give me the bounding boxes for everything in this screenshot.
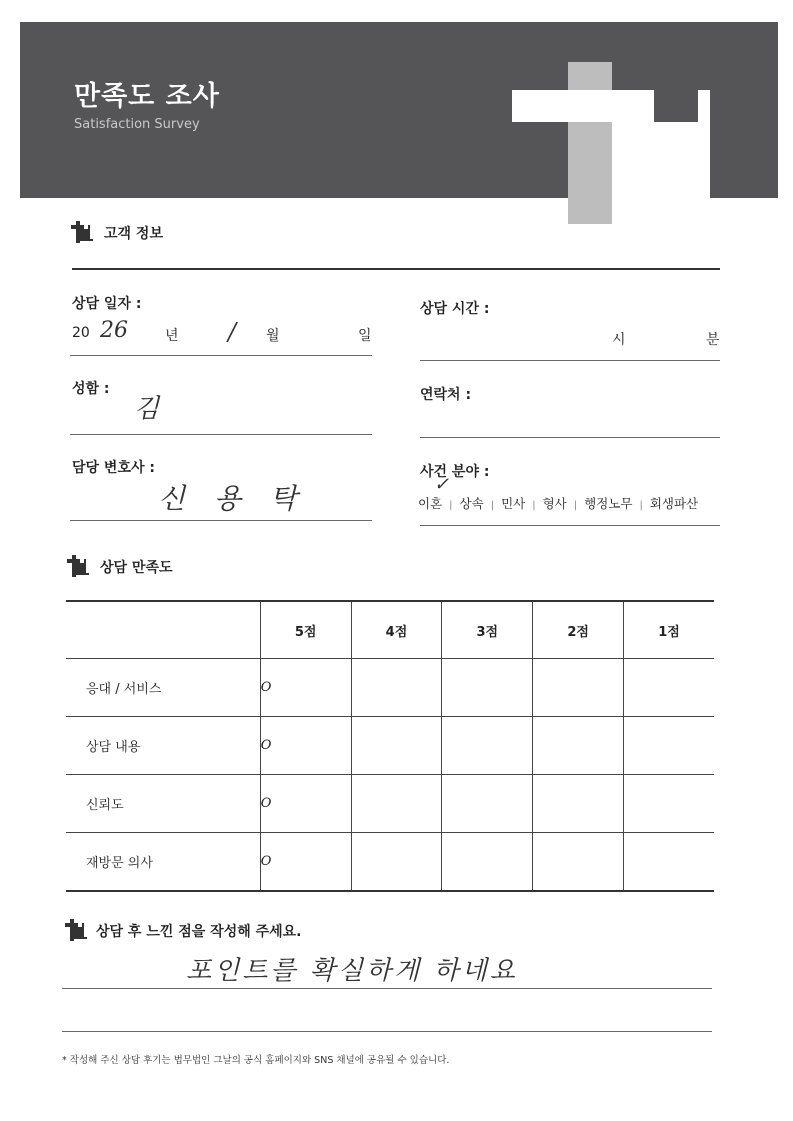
contact-label: 연락처 : [420, 387, 472, 403]
section-logo-icon [70, 220, 94, 244]
rating-cell[interactable] [533, 659, 624, 717]
col-3-points: 3점 [442, 601, 533, 659]
rating-mark[interactable]: O [260, 717, 351, 775]
month-unit: 월 [266, 328, 280, 344]
col-1-points: 1점 [624, 601, 714, 659]
name-handwritten[interactable]: 김 [134, 394, 160, 424]
time-field-line [420, 360, 720, 361]
col-2-points: 2점 [533, 601, 624, 659]
table-header-row [66, 601, 714, 659]
date-prefix: 20 [72, 325, 90, 341]
table-row [66, 659, 714, 717]
rating-cell[interactable] [624, 717, 714, 775]
table-row [66, 833, 714, 892]
page-subtitle: Satisfaction Survey [74, 117, 200, 132]
year-handwritten[interactable]: 26 [100, 318, 128, 343]
section-logo-icon [66, 554, 90, 578]
rating-mark[interactable]: O [260, 659, 351, 717]
rating-cell[interactable] [351, 717, 442, 775]
survey-header [20, 22, 778, 198]
case-option-divorce[interactable]: 이혼 [418, 496, 443, 511]
rating-cell[interactable] [533, 833, 624, 892]
case-field-label: 사건 분야 : [420, 464, 490, 480]
col-5-points: 5점 [260, 601, 351, 659]
date-field-line [70, 355, 372, 356]
table-row [66, 717, 714, 775]
rating-cell[interactable] [533, 775, 624, 833]
rating-cell[interactable] [442, 833, 533, 892]
rating-cell[interactable] [533, 717, 624, 775]
table-row [66, 775, 714, 833]
name-field-line [70, 434, 372, 435]
rating-cell[interactable] [624, 833, 714, 892]
row-label-service: 응대 / 서비스 [66, 659, 260, 717]
row-label-content: 상담 내용 [66, 717, 260, 775]
lawyer-field-line [70, 520, 372, 521]
hour-unit: 시 [612, 332, 626, 348]
rating-cell[interactable] [442, 717, 533, 775]
satisfaction-title: 상담 만족도 [100, 560, 173, 576]
rating-cell[interactable] [351, 659, 442, 717]
firm-logo-icon [504, 54, 744, 224]
case-field-line [420, 525, 720, 526]
rating-mark[interactable]: O [260, 833, 351, 892]
rating-cell[interactable] [624, 775, 714, 833]
table-corner [66, 601, 260, 659]
case-option-rehabilitation[interactable]: 회생파산 [649, 496, 699, 511]
section-divider [72, 268, 720, 270]
minute-unit: 분 [706, 332, 720, 348]
rating-cell[interactable] [351, 775, 442, 833]
consult-time-label: 상담 시간 : [420, 301, 490, 317]
page-title: 만족도 조사 [74, 81, 220, 112]
month-handwritten[interactable]: / [228, 318, 237, 346]
satisfaction-table [66, 600, 714, 892]
case-option-civil[interactable]: 민사 [501, 496, 526, 511]
name-label: 성함 : [72, 381, 110, 397]
case-option-admin-labor[interactable]: 행정노무 [584, 496, 633, 511]
customer-info-title: 고객 정보 [104, 226, 163, 242]
consult-date-label: 상담 일자 : [72, 296, 142, 312]
feedback-handwritten[interactable]: 포인트를 확실하게 하네요 [186, 956, 518, 986]
feedback-title: 상담 후 느낀 점을 작성해 주세요. [96, 924, 302, 940]
day-unit: 일 [358, 328, 372, 344]
feedback-line-1 [62, 988, 712, 989]
lawyer-label: 담당 변호사 : [72, 460, 155, 476]
contact-field-line [420, 437, 720, 438]
section-logo-icon [64, 918, 88, 942]
footnote: * 작성해 주신 상담 후기는 법무법인 그날의 공식 홈페이지와 SNS 채널에 공유될 수 있습니다. [62, 1055, 450, 1066]
rating-mark[interactable]: O [260, 775, 351, 833]
case-option-criminal[interactable]: 형사 [542, 496, 567, 511]
row-label-revisit: 재방문 의사 [66, 833, 260, 892]
feedback-line-2 [62, 1031, 712, 1032]
year-unit: 년 [165, 328, 179, 344]
rating-cell[interactable] [351, 833, 442, 892]
case-option-inheritance[interactable]: 상속 [459, 496, 484, 511]
rating-cell[interactable] [442, 659, 533, 717]
case-options: 이혼 | 상속 | 민사 | 형사 | 행정노무 | 회생파산 [418, 496, 699, 511]
rating-cell[interactable] [442, 775, 533, 833]
lawyer-handwritten[interactable]: 신 용 탁 [158, 482, 307, 515]
case-check-mark-icon: ✓ [434, 474, 450, 495]
row-label-trust: 신뢰도 [66, 775, 260, 833]
rating-cell[interactable] [624, 659, 714, 717]
col-4-points: 4점 [351, 601, 442, 659]
